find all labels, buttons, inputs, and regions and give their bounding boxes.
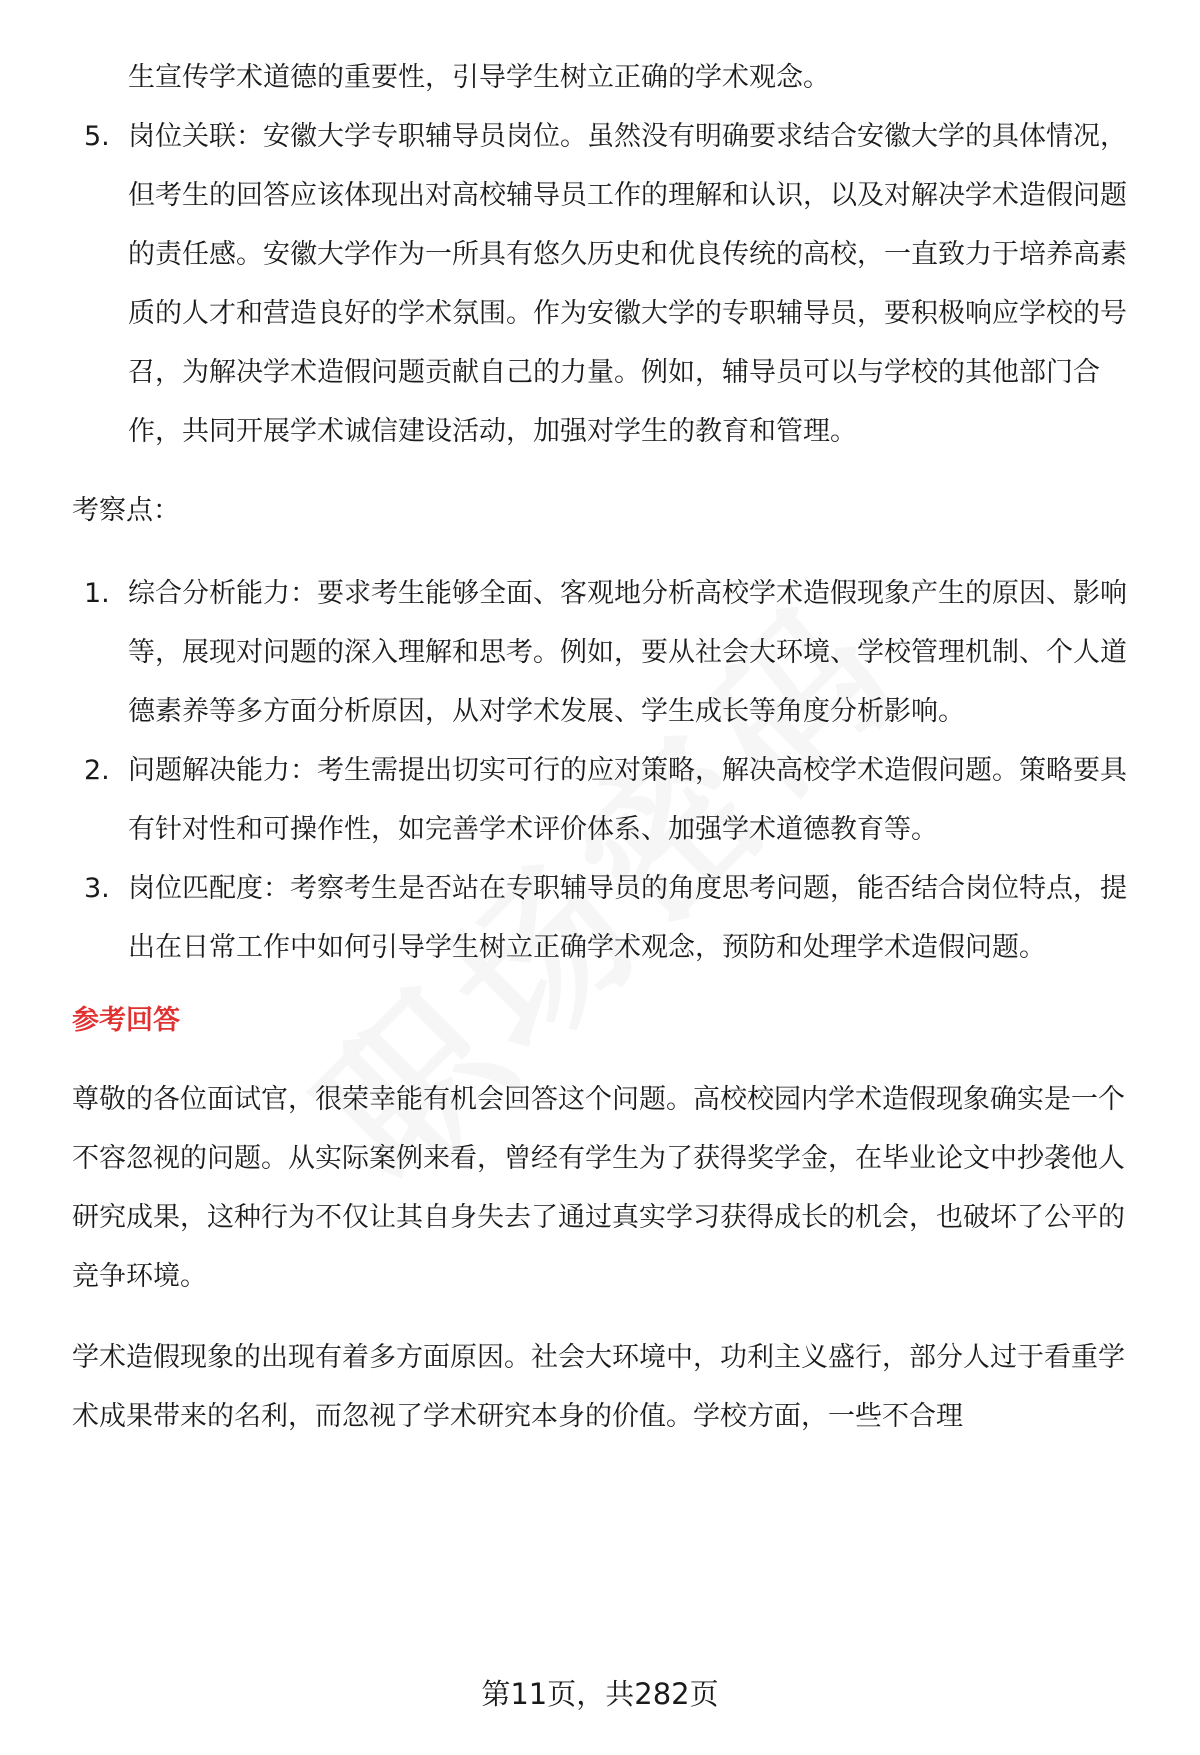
list-number: 3. [84, 873, 110, 904]
list-text: 综合分析能力：要求考生能够全面、客观地分析高校学术造假现象产生的原因、影响等，展现对问题的深入理解和思考。例如，要从社会大环境、学校管理机制、个人道德素养等多方面分析原因，从对学术发展、学生成长等角度分析影响。 [128, 578, 1127, 727]
continuation-text: 生宣传学术道德的重要性，引导学生树立正确的学术观念。 [128, 62, 830, 93]
list-number: 5. [84, 121, 110, 152]
list-item [72, 564, 1142, 741]
list-item [72, 859, 1142, 977]
list-text: 岗位关联：安徽大学专职辅导员岗位。虽然没有明确要求结合安徽大学的具体情况，但考生的回答应该体现出对高校辅导员工作的理解和认识，以及对解决学术造假问题的责任感。安徽大学作为一所具有悠久历史和优良传统的高校，一直致力于培养高素质的人才和营造良好的学术氛围。作为安徽大学的专职辅导员，要积极响应学校的号召，为解决学术造假问题贡献自己的力量。例如，辅导员可以与学校的其他部门合作，共同开展学术诚信建设活动，加强对学生的教育和管理。 [128, 121, 1127, 447]
list-text: 岗位匹配度：考察考生是否站在专职辅导员的角度思考问题，能否结合岗位特点，提出在日常工作中如何引导学生树立正确学术观念，预防和处理学术造假问题。 [128, 873, 1127, 963]
page-footer: 第11页，共282页 [481, 1677, 719, 1711]
kaocha-list [72, 564, 1142, 977]
list-number: 2. [84, 755, 110, 786]
section-heading-reference: 参考回答 [72, 1005, 180, 1036]
paragraph: 尊敬的各位面试官，很荣幸能有机会回答这个问题。高校校园内学术造假现象确实是一个不容忽视的问题。从实际案例来看，曾经有学生为了获得奖学金，在毕业论文中抄袭他人研究成果，这种行为不仅让其自身失去了通过真实学习获得成长的机会，也破坏了公平的竞争环境。 [72, 1084, 1125, 1292]
page-content [72, 48, 1142, 1468]
section-heading-kaocha: 考察点： [72, 495, 180, 526]
paragraph: 学术造假现象的出现有着多方面原因。社会大环境中，功利主义盛行，部分人过于看重学术成果带来的名利，而忽视了学术研究本身的价值。学校方面，一些不合理 [72, 1342, 1125, 1432]
list-item [72, 741, 1142, 859]
list-item-5 [72, 107, 1142, 461]
list-text: 问题解决能力：考生需提出切实可行的应对策略，解决高校学术造假问题。策略要具有针对性和可操作性，如完善学术评价体系、加强学术道德教育等。 [128, 755, 1127, 845]
list-number: 1. [84, 578, 110, 609]
